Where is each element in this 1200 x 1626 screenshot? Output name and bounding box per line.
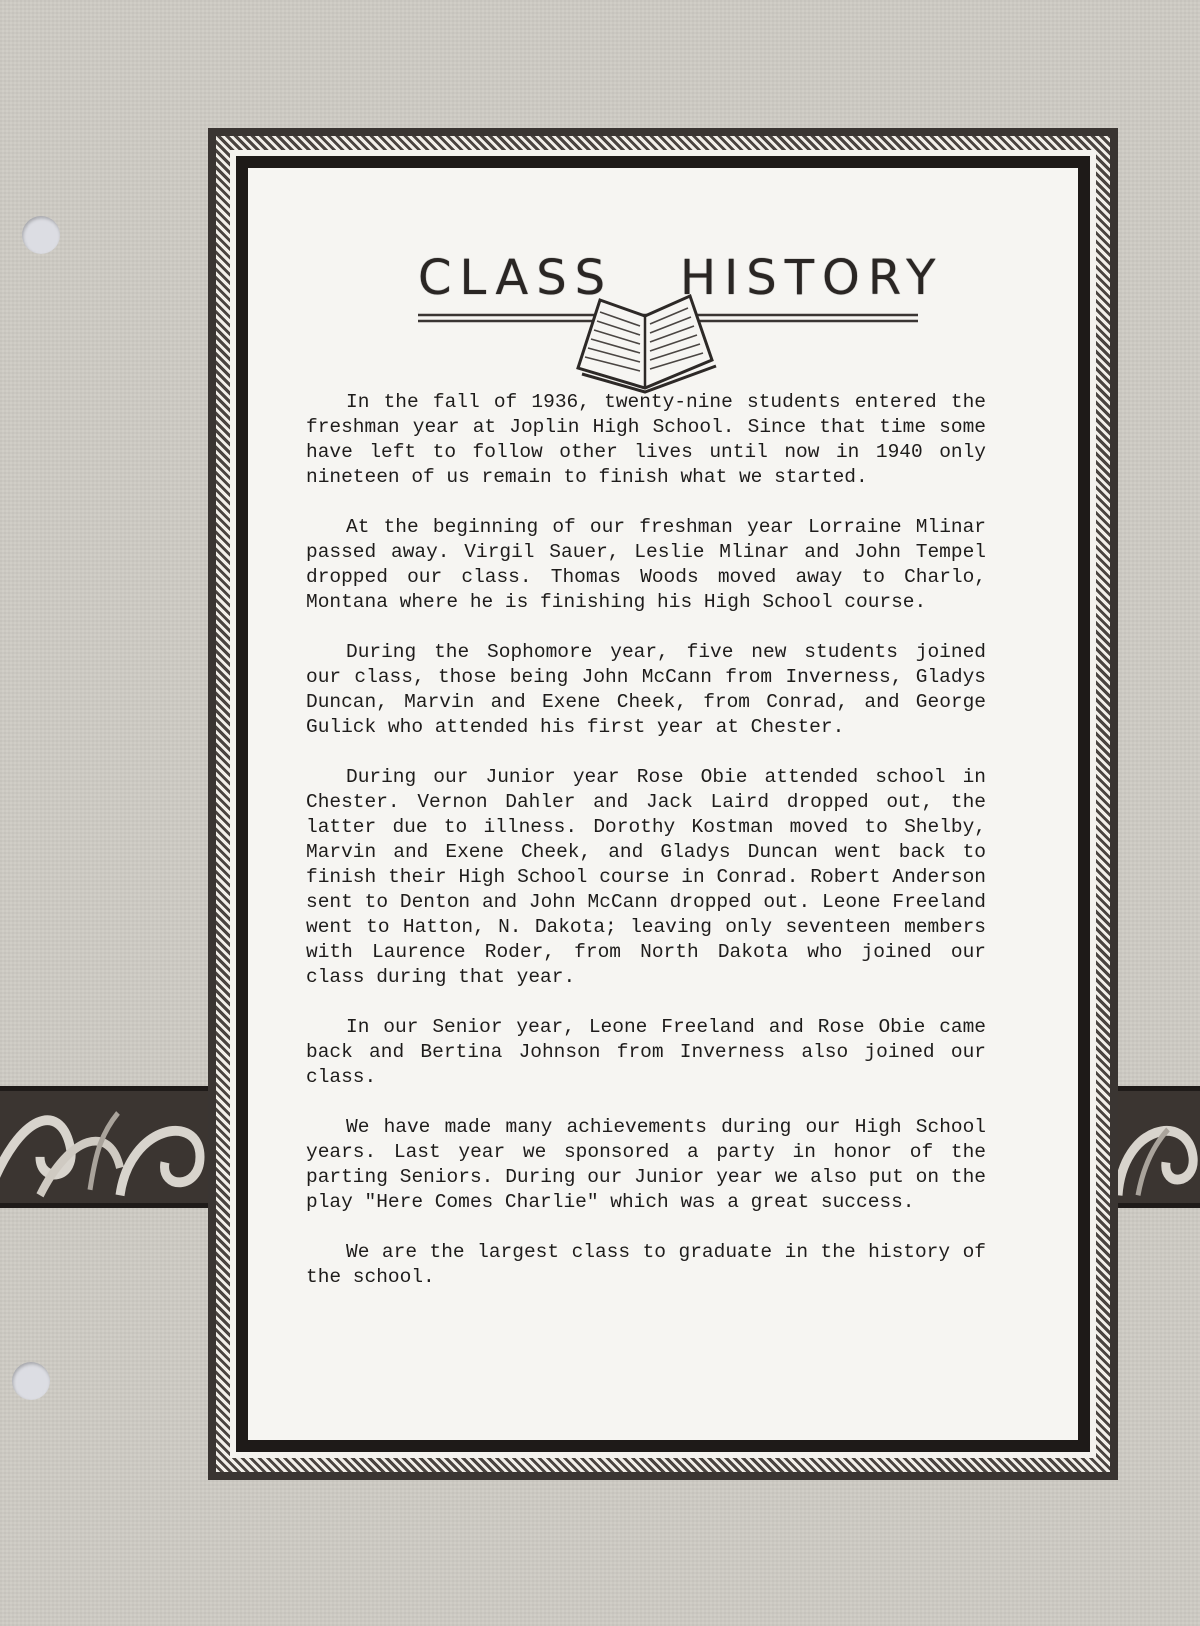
paragraph: We have made many achievements during our High School years. Last year we sponsored a party in honor of the parting Seniors. During our Junior year we also put on the play "Here Comes Charlie" which was a great success. <box>306 1116 986 1213</box>
side-band-left <box>0 1086 212 1208</box>
decorative-frame <box>208 128 1118 1480</box>
paragraph: During the Sophomore year, five new students joined our class, those being John McCann from Inverness, Gladys Duncan, Marvin and Exene Cheek, from Conrad, and George Gulick who attended his first year at Chester. <box>306 641 986 738</box>
page-title <box>418 250 944 380</box>
side-band-right <box>1108 1086 1200 1208</box>
history-text <box>306 390 986 1315</box>
frame-dark-band <box>236 156 1090 1452</box>
document-page <box>248 168 1078 1440</box>
scroll-flourish-icon <box>0 1091 212 1203</box>
title-word-history: HISTORY <box>680 250 944 306</box>
paragraph: In the fall of 1936, twenty-nine students entered the freshman year at Joplin High School. Since that time some have left to follow other lives until now in 1940 only nineteen of us remain to finish what we started. <box>306 391 986 488</box>
punch-hole-top <box>22 216 60 254</box>
paragraph: We are the largest class to graduate in the history of the school. <box>306 1241 986 1288</box>
punch-hole-bottom <box>12 1362 50 1400</box>
rope-border <box>216 136 1110 1472</box>
frame-light-band <box>230 150 1096 1458</box>
paragraph: In our Senior year, Leone Freeland and Rose Obie came back and Bertina Johnson from Inverness also joined our class. <box>306 1016 986 1088</box>
title-word-class: CLASS <box>418 250 614 306</box>
paragraph: During our Junior year Rose Obie attended school in Chester. Vernon Dahler and Jack Laird dropped out, the latter due to illness. Dorothy Kostman moved to Shelby, Marvin and Exene Cheek, and Gladys Duncan went back to finish their High School course in Conrad. Robert Anderson sent to Denton and John McCann dropped out. Leone Freeland went to Hatton, N. Dakota; leaving only seventeen members with Laurence Roder, from North Dakota who joined our class during that year. <box>306 766 986 988</box>
paragraph: At the beginning of our freshman year Lorraine Mlinar passed away. Virgil Sauer, Leslie Mlinar and John Tempel dropped our class. Thomas Woods moved away to Charlo, Montana where he is finishing his High School course. <box>306 516 986 613</box>
scroll-flourish-icon <box>1108 1091 1200 1203</box>
open-book-icon <box>570 288 720 396</box>
